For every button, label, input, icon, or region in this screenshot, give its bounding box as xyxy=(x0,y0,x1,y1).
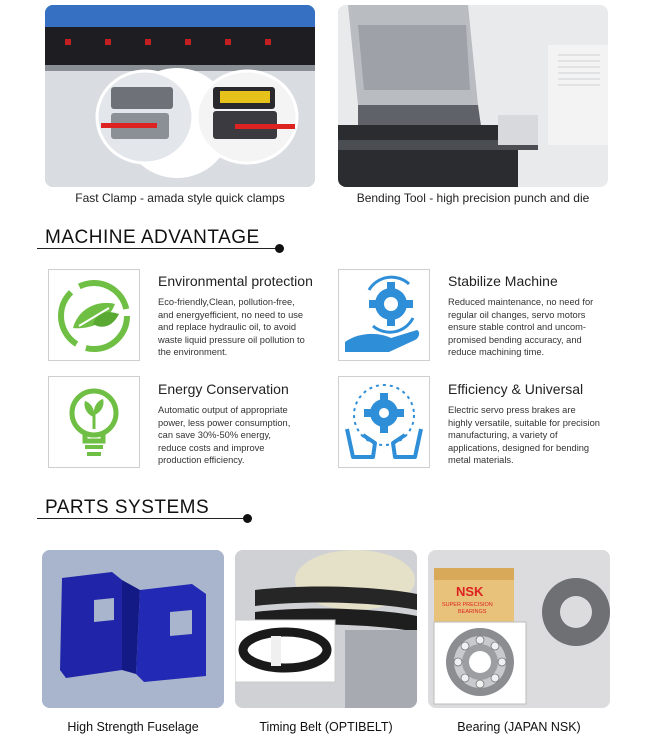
nsk-box-text: NSK xyxy=(456,584,484,599)
adv-text-environmental: Eco-friendly,Clean, pollution-free, and energyefficient, no need to use and replace hydraulic oil, to avoid waste liquid pressure oil pollution to the environment. xyxy=(158,297,305,358)
section-dot xyxy=(243,514,252,523)
svg-text:SUPER PRECISION: SUPER PRECISION xyxy=(442,602,493,608)
stabilize-icon-box xyxy=(338,269,430,361)
adv-title-efficiency: Efficiency & Universal xyxy=(448,381,584,397)
adv-title-stabilize: Stabilize Machine xyxy=(448,273,558,289)
gear-hands-icon xyxy=(339,377,429,467)
adv-title-energy: Energy Conservation xyxy=(158,381,289,397)
timing-belt-caption: Timing Belt (OPTIBELT) xyxy=(259,720,393,734)
lightbulb-leaf-icon xyxy=(49,377,139,467)
leaf-recycle-icon xyxy=(49,270,139,360)
fuselage-caption: High Strength Fuselage xyxy=(67,720,199,734)
machine-advantage-heading: MACHINE ADVANTAGE xyxy=(45,227,260,248)
section-underline xyxy=(37,248,277,249)
bending-tool-photo xyxy=(338,5,608,187)
timing-belt-photo xyxy=(235,550,417,708)
bending-tool-caption: Bending Tool - high precision punch and die xyxy=(356,191,590,205)
environmental-icon-box xyxy=(48,269,140,361)
adv-text-stabilize: Reduced maintenance, no need for regular oil changes, servo motors ensure stable control and uncom- promised bending accuracy, and reduce machining time. xyxy=(448,297,594,358)
adv-text-energy: Automatic output of appropriate power, less power consumption, can save 30%-50% energy, reduce costs and improve production efficiency. xyxy=(158,405,291,466)
section-dot xyxy=(275,244,284,253)
energy-icon-box xyxy=(48,376,140,468)
svg-text:BEARINGS: BEARINGS xyxy=(458,609,487,615)
efficiency-icon-box xyxy=(338,376,430,468)
gear-hand-icon xyxy=(339,270,429,360)
fast-clamp-caption: Fast Clamp - amada style quick clamps xyxy=(75,191,285,205)
parts-systems-heading: PARTS SYSTEMS xyxy=(45,497,210,518)
adv-text-efficiency: Electric servo press brakes are highly versatile, suitable for precision manufacturing, a variety of applications, designed for bending metal materials. xyxy=(448,405,600,466)
section-underline xyxy=(37,518,247,519)
fast-clamp-photo xyxy=(45,5,315,187)
bearing-photo xyxy=(428,550,610,708)
fuselage-photo xyxy=(42,550,224,708)
adv-title-environmental: Environmental protection xyxy=(158,273,313,289)
bearing-caption: Bearing (JAPAN NSK) xyxy=(457,720,581,734)
